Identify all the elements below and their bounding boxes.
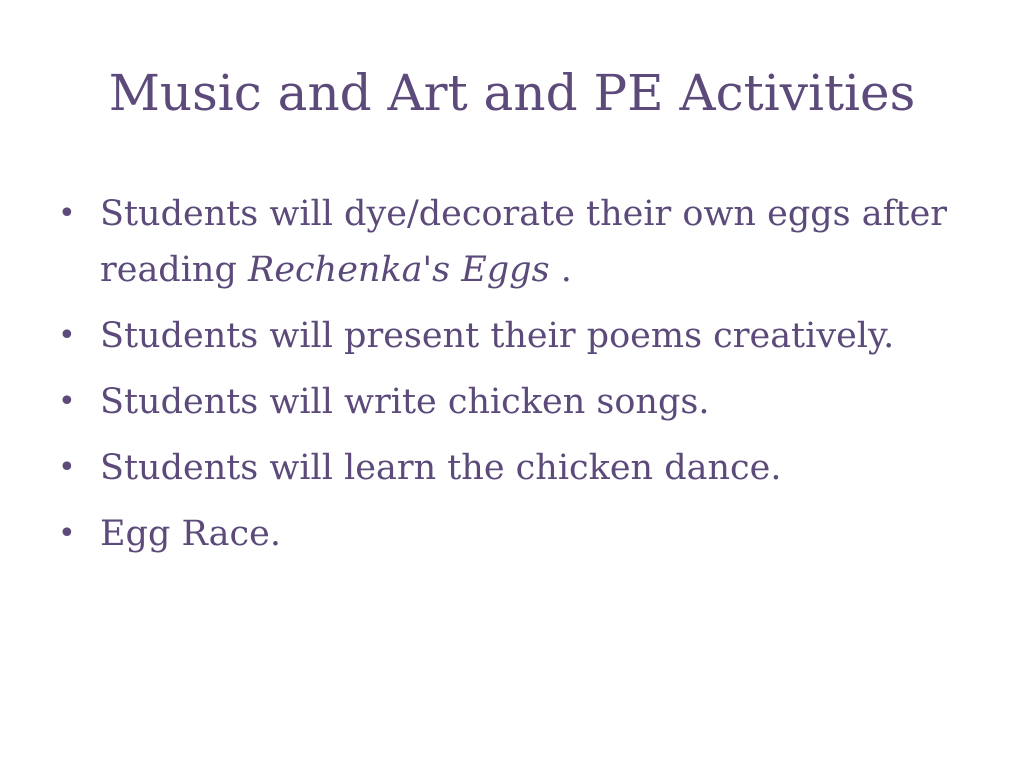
bullet-text: Students will present their poems creatively. [100, 316, 895, 356]
bullet-icon: • [58, 196, 76, 231]
bullet-list [54, 186, 984, 572]
slide-title: Music and Art and PE Activities [108, 64, 916, 122]
bullet-text: Students will learn the chicken dance. [100, 448, 782, 488]
bullet-icon: • [58, 318, 76, 353]
list-item [54, 308, 984, 364]
list-item [54, 506, 984, 562]
bullet-text: Students will write chicken songs. [100, 382, 710, 422]
bullet-icon: • [58, 450, 76, 485]
bullet-icon: • [58, 384, 76, 419]
bullet-text: Students will dye/decorate their own eggs after reading [100, 194, 948, 290]
bullet-text: Egg Race. [100, 514, 281, 554]
list-item [54, 374, 984, 430]
bullet-text-end: . [549, 250, 572, 290]
bullet-icon: • [58, 516, 76, 551]
book-title: Rechenka's Eggs [247, 250, 550, 290]
list-item [54, 186, 984, 298]
list-item [54, 440, 984, 496]
